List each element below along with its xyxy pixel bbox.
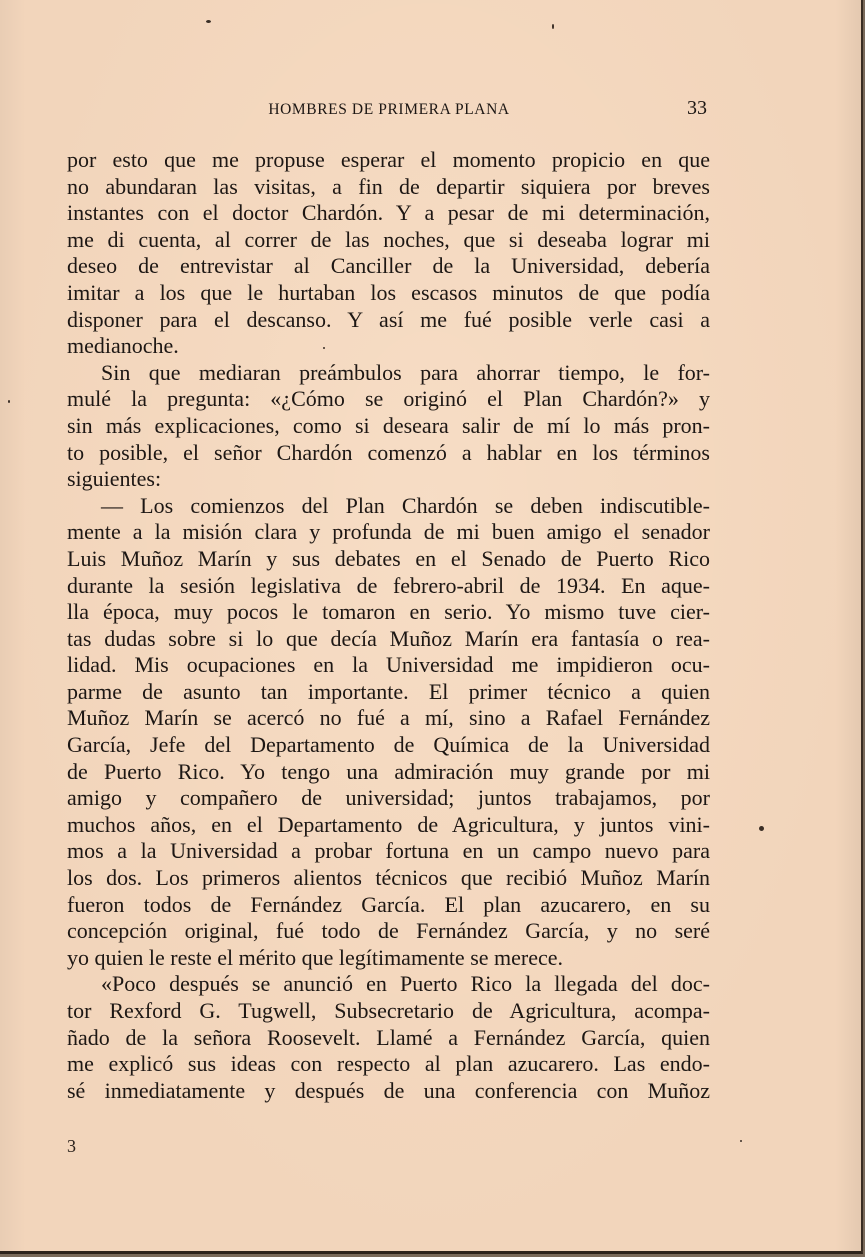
text-line: fueron todos de Fernández García. El plan azucarero, en su	[67, 891, 710, 917]
text-line: mulé la pregunta: «¿Cómo se originó el Plan Chardón?» y	[67, 386, 710, 412]
paper-speck	[552, 24, 554, 29]
text-line: por esto que me propuse esperar el momento propicio en que	[67, 147, 710, 172]
text-line: lla época, muy pocos le tomaron en serio. Yo mismo tuve cier-	[67, 599, 710, 625]
text-line: mente a la misión clara y profunda de mi buen amigo el senador	[67, 519, 710, 545]
text-line: no abundaran las visitas, a fin de departir siquiera por breves	[67, 173, 710, 199]
paper-speck	[8, 400, 10, 403]
text-line: tas dudas sobre si lo que decía Muñoz Marín era fantasía o rea-	[67, 625, 710, 651]
text-line: me di cuenta, al correr de las noches, que si deseaba lograr mi	[67, 226, 710, 252]
text-line: me explicó sus ideas con respecto al plan azucarero. Las endo-	[67, 1051, 710, 1077]
text-line: tor Rexford G. Tugwell, Subsecretario de Agricultura, acompa-	[67, 998, 710, 1023]
running-title: HOMBRES DE PRIMERA PLANA	[268, 101, 510, 118]
text-line: disponer para el descanso. Y así me fué posible verle casi a	[67, 306, 710, 332]
page-number: 33	[687, 97, 707, 119]
text-line: Muñoz Marín se acercó no fué a mí, sino a Rafael Fernández	[67, 705, 710, 731]
text-line: muchos años, en el Departamento de Agricultura, y juntos vini-	[67, 811, 710, 837]
text-line: Sin que mediaran preámbulos para ahorrar tiempo, le for-	[101, 359, 710, 385]
text-line: García, Jefe del Departamento de Química de la Universidad	[67, 732, 710, 758]
text-line: siguientes:	[67, 466, 162, 492]
paper-speck	[740, 1140, 742, 1142]
text-line: imitar a los que le hurtaban los escasos minutos de que podía	[67, 279, 710, 305]
paper-speck	[323, 347, 325, 349]
text-line: concepción original, fué todo de Fernández García, y no seré	[67, 918, 710, 944]
text-line: sé inmediatamente y después de una conferencia con Muñoz	[67, 1077, 710, 1103]
text-line: deseo de entrevistar al Canciller de la Universidad, debería	[67, 253, 710, 279]
text-line: instantes con el doctor Chardón. Y a pesar de mi determinación,	[67, 200, 710, 226]
text-line: sin más explicaciones, como si deseara salir de mí lo más pron-	[67, 412, 710, 438]
text-line: Luis Muñoz Marín y sus debates en el Senado de Puerto Rico	[67, 545, 710, 571]
text-line: los dos. Los primeros alientos técnicos que recibió Muñoz Marín	[67, 865, 710, 891]
text-line: ñado de la señora Roosevelt. Llamé a Fernández García, quien	[67, 1024, 710, 1050]
text-line: medianoche.	[67, 333, 179, 359]
footer-mark: 3	[67, 1136, 76, 1156]
text-line: de Puerto Rico. Yo tengo una admiración muy grande por mi	[67, 758, 710, 784]
text-line: to posible, el señor Chardón comenzó a hablar en los términos	[67, 439, 710, 465]
text-line: lidad. Mis ocupaciones en la Universidad me impidieron ocu-	[67, 652, 710, 678]
text-line: durante la sesión legislativa de febrero-abril de 1934. En aque-	[67, 572, 710, 598]
text-line: yo quien le reste el mérito que legítimamente se merece.	[67, 944, 564, 970]
text-line: parme de asunto tan importante. El primer técnico a quien	[67, 678, 710, 704]
running-head	[0, 97, 863, 125]
paper-speck	[759, 826, 764, 831]
text-line: amigo y compañero de universidad; juntos trabajamos, por	[67, 785, 710, 811]
body-text	[67, 147, 710, 1104]
text-line: mos a la Universidad a probar fortuna en un campo nuevo para	[67, 838, 710, 864]
text-line: — Los comienzos del Plan Chardón se deben indiscutible-	[101, 492, 710, 518]
paper-speck	[206, 20, 211, 23]
text-line: «Poco después se anunció en Puerto Rico la llegada del doc-	[101, 971, 710, 997]
